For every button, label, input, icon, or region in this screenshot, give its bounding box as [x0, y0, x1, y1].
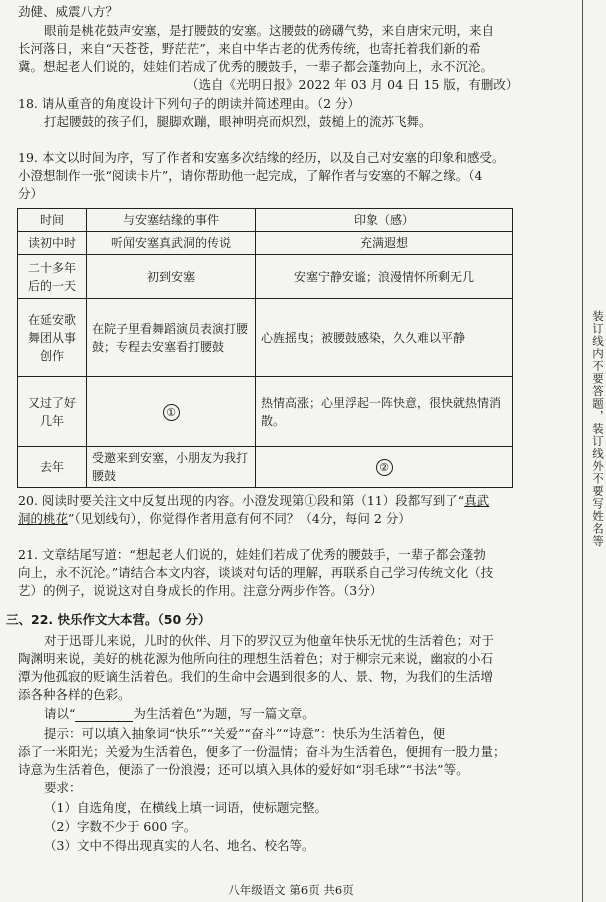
page-footer: 八年级语文 第6页 共6页	[228, 883, 354, 897]
cell-event: 受邀来到安塞，小朋友为我打腰鼓	[87, 447, 256, 488]
binding-line	[582, 0, 583, 902]
table-row	[18, 377, 513, 447]
answer-blank-2[interactable]: ②	[376, 459, 393, 476]
q20-underlined: 真武	[464, 493, 490, 508]
q20-text: ”（见划线句），你觉得作者用意有何不同？（4分，每问 2 分）	[68, 511, 411, 526]
cell-time: 去年	[18, 447, 87, 488]
q18-stem: 18. 请从重音的角度设计下列句子的朗读并简述理由。（2 分）	[18, 96, 361, 111]
table-row	[18, 447, 513, 488]
header-impression: 印象（感）	[256, 209, 513, 232]
table-row	[18, 232, 513, 255]
requirement-item: （2）字数不少于 600 字。	[44, 819, 197, 834]
cell-impression-blank	[256, 447, 513, 488]
q20-line	[18, 511, 411, 527]
q20-line	[18, 493, 489, 509]
q18-sentence: 打起腰鼓的孩子们，腿脚欢蹦，眼神明亮而炽烈，鼓槌上的流苏飞舞。	[44, 114, 432, 129]
prompt-paragraph: 添各种各样的色彩。	[18, 687, 131, 702]
q20-text: 20. 阅读时要关注文中反复出现的内容。小澄发现第①段和第（11）段都写到了“	[18, 493, 465, 508]
cell-time: 读初中时	[18, 232, 87, 255]
q21-line: 21. 文章结尾写道：“想起老人们说的，娃娃们若成了优秀的腰鼓手，一辈子都会蓬勃	[18, 547, 486, 562]
section3-title: 三、22. 快乐作文大本营。（50 分）	[6, 612, 211, 627]
cell-impression: 充满遐想	[256, 232, 513, 255]
passage-line: 劲健、威震八方？	[18, 4, 119, 19]
q19-stem: 小澄想制作一张“阅读卡片”，请你帮助他一起完成，了解作者与安塞的不解之缘。（4	[18, 168, 483, 183]
cell-event: 在院子里看舞蹈演员表演打腰鼓；专程去安塞看打腰鼓	[87, 299, 256, 377]
requirements-label: 要求：	[44, 780, 82, 795]
binding-notice: 装订线内不要答题，装订线外不要写姓名等	[591, 310, 605, 548]
q20-underlined: 洞的桃花	[18, 511, 69, 526]
q19-stem: 19. 本文以时间为序，写了作者和安塞多次结缘的经历，以及自己对安塞的印象和感受。	[18, 150, 505, 165]
prompt-title-line	[44, 706, 315, 722]
prompt-paragraph: 对于迅哥儿来说，儿时的伙伴、月下的罗汉豆为他童年快乐无忧的生活着色；对于	[44, 633, 495, 648]
cell-time: 在延安歌舞团从事创作	[18, 299, 87, 377]
cell-event-blank	[87, 377, 256, 447]
passage-line: 眼前是桃花鼓声安塞，是打腰鼓的安塞。这腰鼓的磅礴气势，来自唐宋元明，来自	[44, 23, 495, 38]
cell-event: 听闻安塞真武洞的传说	[87, 232, 256, 255]
q21-line: 艺）的例子，说说这对自身成长的作用。注意分两步作答。（3分）	[18, 583, 383, 598]
passage-line: 长河落日，来自“天苍苍，野茫茫”，来自中华古老的优秀传统，也寄托着我们新的希	[18, 41, 481, 56]
q19-stem: 分）	[18, 186, 44, 201]
tip-line: 诗意为生活着色，便添了一份浪漫；还可以填入具体的爱好如“羽毛球”“书法”等。	[18, 762, 469, 777]
reading-card-table	[17, 208, 513, 488]
prompt-text: 请以“	[44, 706, 76, 721]
cell-time: 又过了好几年	[18, 377, 87, 447]
header-time: 时间	[18, 209, 87, 232]
cell-impression: 热情高涨；心里浮起一阵快意，很快就热情消散。	[256, 377, 513, 447]
cell-time: 二十多年后的一天	[18, 255, 87, 299]
passage-line: 冀。想起老人们说的，娃娃们若成了优秀的腰鼓手，一辈子都会蓬勃向上，永不沉沦。	[18, 59, 494, 74]
cell-impression: 心旌摇曳；被腰鼓感染，久久难以平静	[256, 299, 513, 377]
prompt-paragraph: 陶渊明来说，美好的桃花源为他所向往的理想生活着色；对于柳宗元来说，幽寂的小石	[18, 651, 494, 666]
requirement-item: （1）自选角度，在横线上填一词语，使标题完整。	[44, 800, 327, 815]
cell-event: 初到安塞	[87, 255, 256, 299]
requirement-item: （3）文中不得出现真实的人名、地名、校名等。	[44, 838, 315, 853]
table-row	[18, 299, 513, 377]
table-row	[18, 255, 513, 299]
passage-source: （选自《光明日报》2022 年 03 月 04 日 15 版，有删改）	[186, 77, 519, 92]
prompt-text: 为生活着色”为题，写一篇文章。	[133, 706, 315, 721]
cell-impression: 安塞宁静安谧；浪漫情怀所剩无几	[256, 255, 513, 299]
tip-line: 添了一米阳光；关爱为生活着色，便多了一份温情；奋斗为生活着色，便拥有一股力量；	[18, 744, 506, 759]
tip-line: 提示：可以填入抽象词“快乐”“关爱”“奋斗”“诗意”：快乐为生活着色，便	[44, 726, 446, 741]
prompt-paragraph: 潭为他孤寂的贬谪生活着色。我们的生命中会遇到很多的人、景、物，为我们的生活增	[18, 669, 494, 684]
table-header-row	[18, 209, 513, 232]
q21-line: 向上，永不沉沦。”请结合本文内容，谈谈对句话的理解，再联系自己学习传统文化（技	[18, 565, 494, 580]
header-event: 与安塞结缘的事件	[87, 209, 256, 232]
title-blank[interactable]	[75, 709, 133, 722]
answer-blank-1[interactable]: ①	[163, 404, 180, 421]
